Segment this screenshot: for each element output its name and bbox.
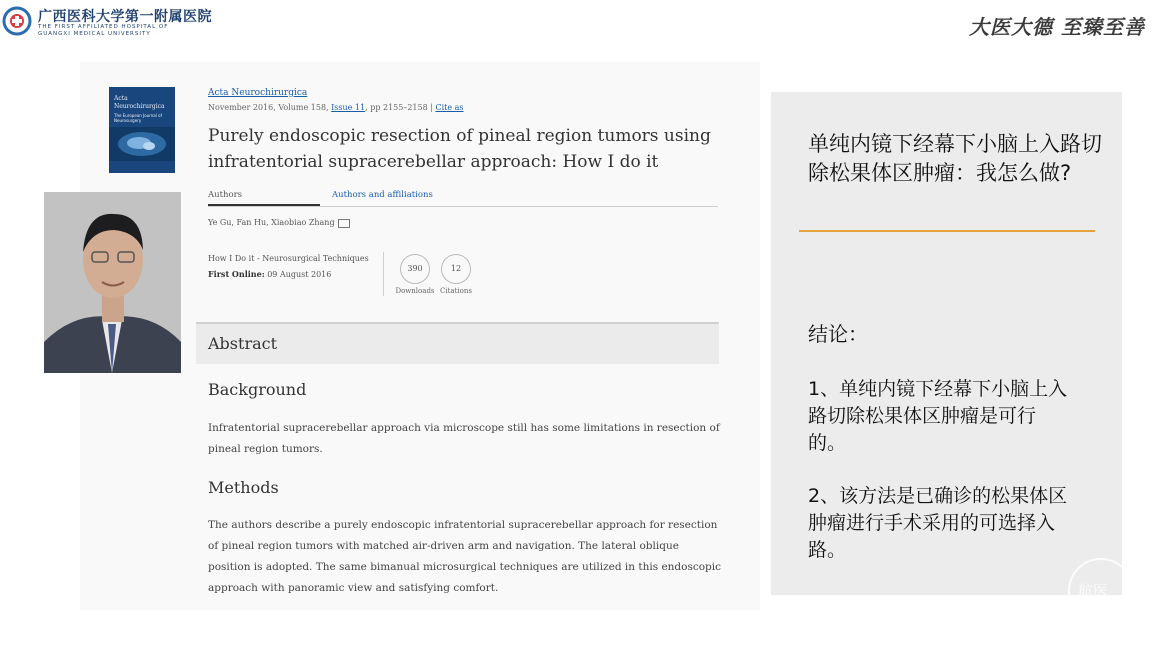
article-title: Purely endoscopic resection of pineal region tumors using infratentorial supracerebellar approach: How I do it <box>208 126 711 172</box>
slide-header <box>0 0 1173 48</box>
downloads-count: 390 <box>400 254 430 284</box>
first-online-label: First Online: <box>208 269 265 279</box>
citations-count[interactable]: 12 <box>441 254 471 284</box>
citations-metric <box>436 254 476 295</box>
summary-title: 单纯内镜下经幕下小脑上入路切除松果体区肿瘤：我怎么做? <box>808 132 1102 185</box>
cover-title: Acta Neurochirurgica <box>114 95 165 110</box>
abstract-section-header[interactable] <box>196 322 719 364</box>
first-online <box>208 269 331 279</box>
background-text: Infratentorial supracerebellar approach via microscope still has some limitations in resection of pineal region tumors. <box>208 422 720 455</box>
watermark-badge <box>1068 558 1134 624</box>
publication-pages: , pp 2155–2158 | <box>365 103 433 112</box>
summary-divider <box>799 230 1095 232</box>
tab-authors[interactable]: Authors <box>208 190 320 206</box>
conclusion-label: 结论： <box>808 322 868 346</box>
methods-heading: Methods <box>208 478 279 497</box>
background-heading: Background <box>208 380 307 399</box>
hospital-motto: 大医大德 至臻至善 <box>969 15 1145 39</box>
conclusion-point-2: 2、该方法是已确诊的松果体区肿瘤进行手术采用的可选择入路。 <box>808 485 1068 561</box>
author-photo <box>44 192 181 373</box>
hospital-name-en-1: THE FIRST AFFILIATED HOSPITAL OF <box>38 24 169 30</box>
first-online-date: 09 August 2016 <box>267 270 332 279</box>
downloads-metric <box>395 254 435 295</box>
cover-image <box>109 127 175 161</box>
methods-text: The authors describe a purely endoscopic infratentorial supracerebellar approach for resection of pineal region tumors with matched air-driven arm and navigation. The lateral oblique position is adopted. The same bimanual microsurgical techniques are utilized in this endoscopic approach with panoramic view and satisfying comfort. <box>208 519 722 594</box>
author-names[interactable]: Ye Gu, Fan Hu, Xiaobiao Zhang <box>208 218 335 227</box>
publication-meta <box>208 103 464 112</box>
article-category: How I Do it - Neurosurgical Techniques <box>208 254 369 263</box>
abstract-heading: Abstract <box>208 334 278 353</box>
metrics-divider <box>383 252 384 296</box>
publication-meta-text: November 2016, Volume 158, <box>208 103 329 112</box>
journal-link[interactable]: Acta Neurochirurgica <box>208 88 308 98</box>
cover-subtitle: The European Journal of Neurosurgery <box>114 113 162 123</box>
hospital-name-cn: 广西医科大学第一附属医院 <box>38 9 212 25</box>
journal-cover <box>109 87 175 173</box>
watermark-text: 航医 <box>1078 582 1109 600</box>
tab-authors-affiliations[interactable]: Authors and affiliations <box>332 190 433 200</box>
author-list <box>208 218 350 228</box>
cite-as-link[interactable]: Cite as <box>435 103 464 112</box>
author-tabs <box>208 190 718 207</box>
issue-link[interactable]: Issue 11 <box>331 103 366 112</box>
citations-label: Citations <box>440 287 472 295</box>
downloads-label: Downloads <box>395 287 435 295</box>
mail-icon[interactable] <box>338 219 350 228</box>
conclusion-point-1: 1、单纯内镜下经幕下小脑上入路切除松果体区肿瘤是可行的。 <box>808 378 1068 454</box>
hospital-logo-icon <box>2 6 32 36</box>
hospital-name-en-2: GUANGXI MEDICAL UNIVERSITY <box>38 31 151 37</box>
